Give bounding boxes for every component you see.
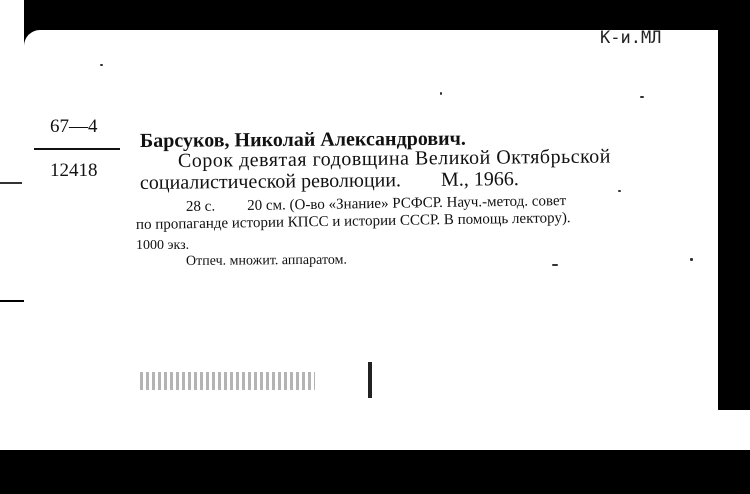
title-line-2-text: социалистической революции. [139, 169, 402, 194]
series-continued: по пропаганде истории КПСС и истории СССР. В помощь лектору). [135, 210, 571, 233]
bottom-paper-strip [0, 410, 750, 450]
bottom-scan-border [0, 450, 750, 494]
right-edge-shadow [718, 30, 750, 410]
corner-handwritten-mark: К-и.МЛ [600, 28, 662, 48]
imprint: М., 1966. [440, 168, 519, 191]
author-heading: Барсуков, Николай Александрович. [139, 127, 466, 152]
speck [690, 258, 693, 261]
speck [618, 190, 621, 192]
speck [100, 64, 103, 66]
speck [640, 96, 644, 98]
size-series: 20 см. (О-во «Знание» РСФСР. Науч.-метод. совет [247, 193, 567, 215]
speck [552, 264, 558, 266]
stamp-mark [368, 362, 372, 398]
accession-number: 12418 [50, 160, 98, 181]
title-line-1: Сорок девятая годовщина Великой Октябрьской [177, 145, 612, 172]
print-run: 1000 экз. [136, 238, 190, 253]
shelfmark-rule [34, 148, 120, 150]
left-margin-tick [0, 182, 22, 184]
title-line-2 [140, 168, 519, 195]
pages: 28 с. [185, 198, 216, 215]
left-margin-line [0, 300, 24, 302]
faded-stamp [140, 372, 315, 390]
reproduction-note: Отпеч. множит. аппаратом. [185, 252, 348, 269]
shelfmark: 67—4 [50, 116, 98, 137]
speck [440, 92, 442, 95]
